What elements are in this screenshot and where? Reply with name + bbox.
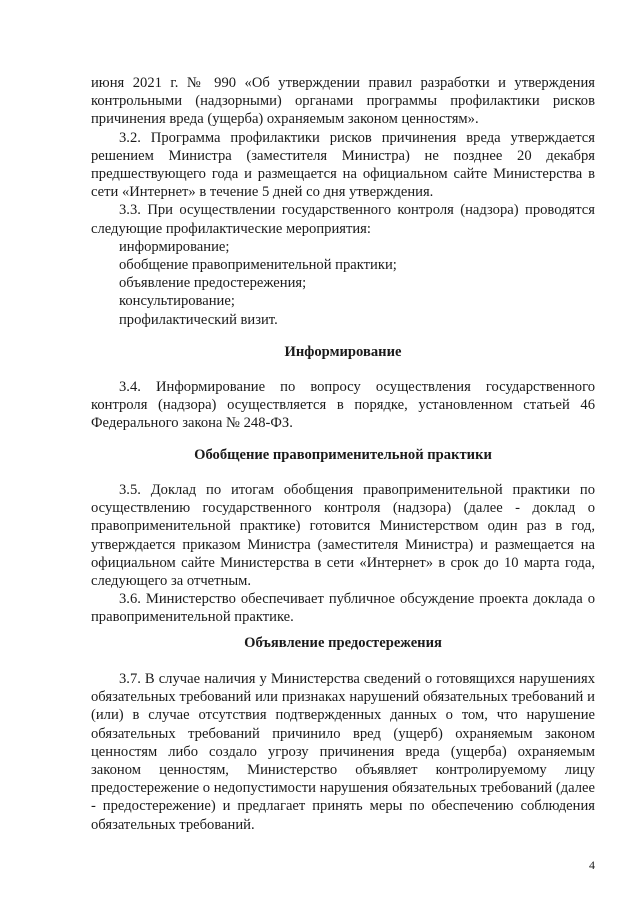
paragraph-3-5: 3.5. Доклад по итогам обобщения правоприменительной практики по осуществлению государственного контроля (надзора) (далее - доклад о правоприменительной практике) готовится Министерством один раз в год, утверждается приказом Министра (заместителя Министра) и размещается на официальном сайте Министерства в сети «Интернет» в срок до 10 марта года, следующего за отчетным. bbox=[91, 482, 595, 590]
paragraph-3-7: 3.7. В случае наличия у Министерства сведений о готовящихся нарушениях обязательных требований или признаках нарушений обязательных требований и (или) в случае отсутствия подтвержденных данных о том, что нарушение обязательных требований причинило вред (ущерб) охраняемым законом ценностям либо создало угрозу причинения вреда (ущерба) охраняемым законом ценностям, Министерство объявляет контролируемому лицу предостережение о недопустимости нарушения обязательных требований (далее - предостережение) и предлагает принять меры по обеспечению соблюдения обязательных требований. bbox=[91, 671, 595, 833]
heading-practice: Обобщение правоприменительной практики bbox=[194, 447, 492, 463]
paragraph-3-2: 3.2. Программа профилактики рисков причинения вреда утверждается решением Министра (заместителя Министра) не позднее 20 декабря предшествующего года и размещается на официальном сайте Министерства в сети «Интернет» в течение 5 дней со дня утверждения. bbox=[91, 129, 595, 201]
list-item: профилактический визит. bbox=[119, 311, 278, 328]
page-number: 4 bbox=[589, 858, 595, 872]
heading-warning: Объявление предостережения bbox=[244, 635, 442, 651]
paragraph-3-6: 3.6. Министерство обеспечивает публичное обсуждение проекта доклада о правоприменительной практике. bbox=[91, 591, 595, 626]
intro-block bbox=[91, 74, 595, 329]
paragraph-3-4: 3.4. Информирование по вопросу осуществления государственного контроля (надзора) осуществляется в порядке, установленном статьей 46 Федерального закона № 248-ФЗ. bbox=[91, 379, 595, 432]
list-item: объявление предостережения; bbox=[119, 275, 307, 292]
paragraph-continuation: июня 2021 г. № 990 «Об утверждении правил разработки и утверждения контрольными (надзорными) органами программы профилактики рисков причинения вреда (ущерба) охраняемым законом ценностям». bbox=[91, 75, 595, 128]
practice-block bbox=[91, 481, 595, 627]
heading-informing: Информирование bbox=[284, 344, 402, 360]
list-item: информирование; bbox=[119, 238, 230, 255]
paragraph-3-3: 3.3. При осуществлении государственного контроля (надзора) проводятся следующие профилактические мероприятия: bbox=[91, 202, 595, 237]
informing-block bbox=[91, 378, 595, 433]
warning-block bbox=[91, 670, 595, 834]
list-item: обобщение правоприменительной практики; bbox=[119, 257, 397, 274]
list-item: консультирование; bbox=[119, 293, 235, 310]
